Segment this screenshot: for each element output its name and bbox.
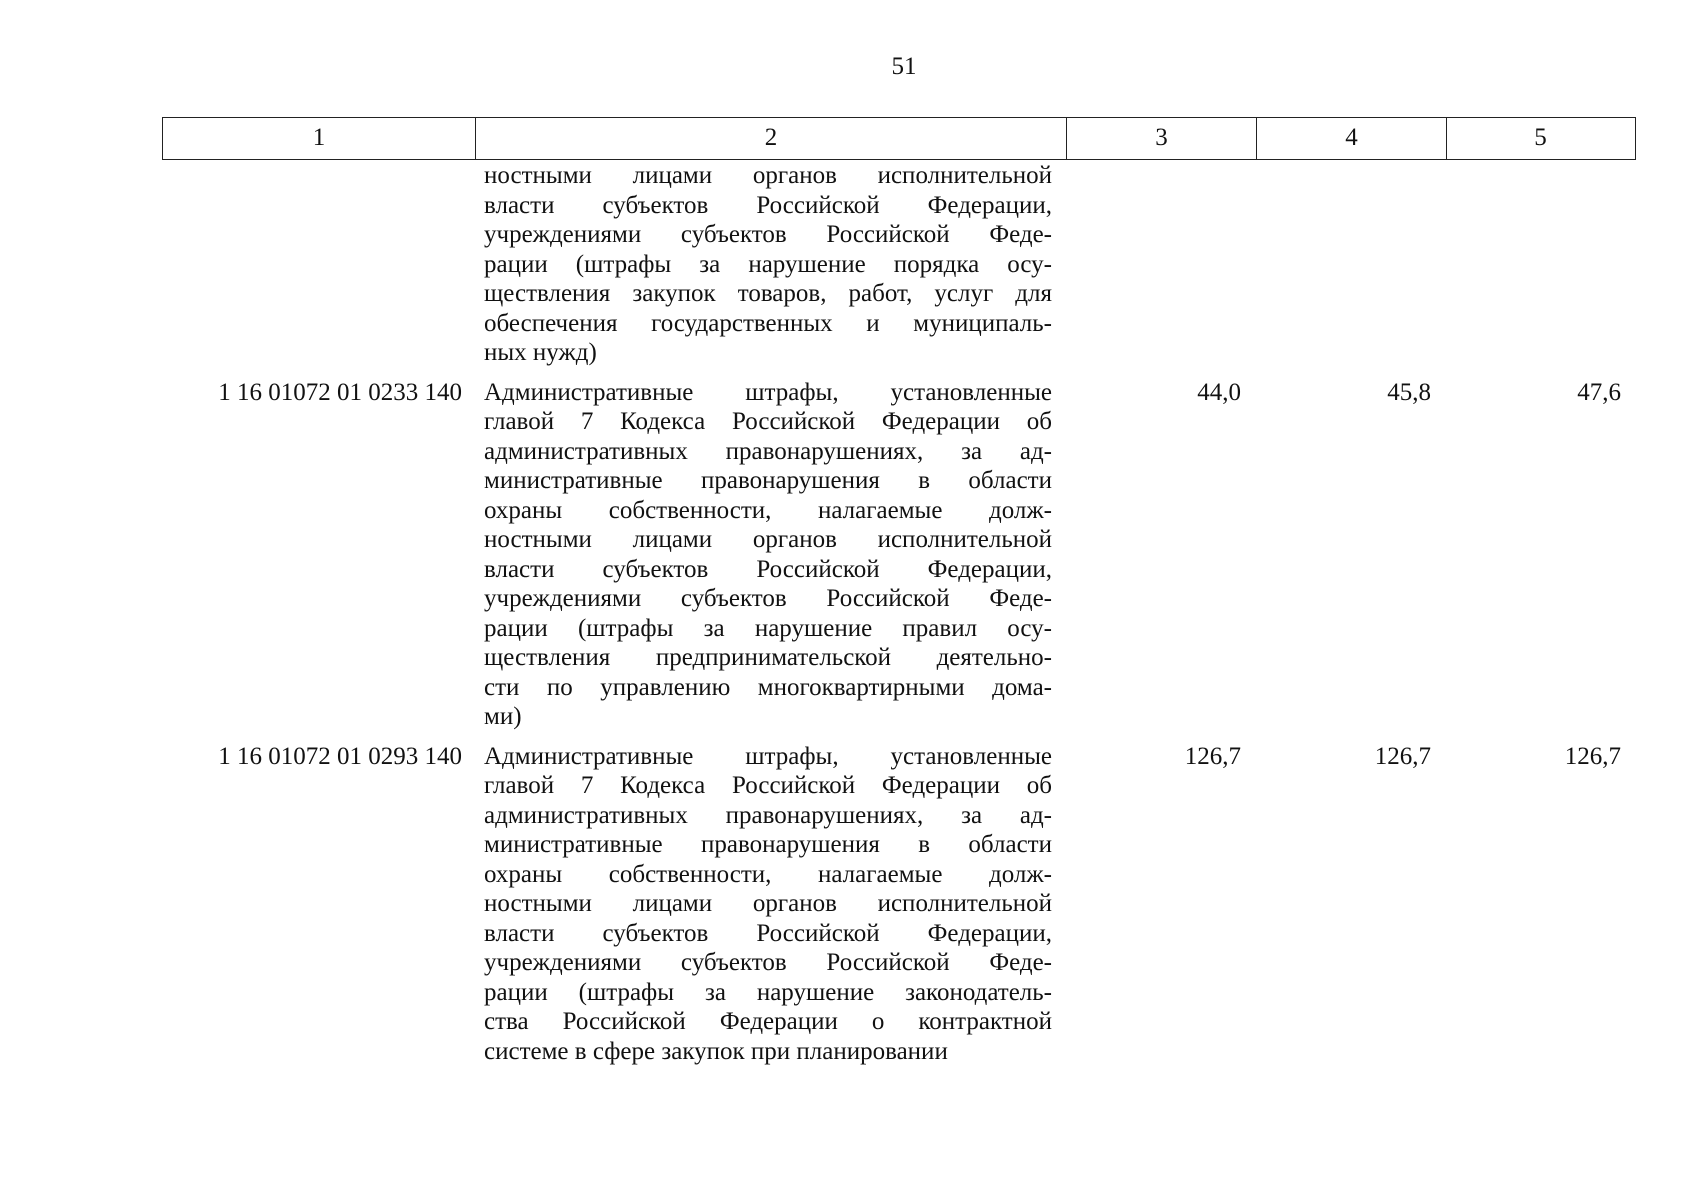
budget-code-cell: 1 16 01072 01 0233 140 <box>218 378 462 406</box>
column-header-2: 2 <box>476 118 1067 159</box>
description-line: главой 7 Кодекса Российской Федерации об <box>484 772 1052 799</box>
description-cell <box>484 378 1052 732</box>
description-line: учреждениями субъектов Российской Феде- <box>484 585 1052 612</box>
description-line: главой 7 Кодекса Российской Федерации об <box>484 408 1052 435</box>
description-line: ми) <box>484 703 522 730</box>
value-cell-col5: 47,6 <box>1577 378 1621 406</box>
value-cell-col4: 126,7 <box>1374 742 1431 770</box>
description-line: обеспечения государственных и муниципаль- <box>484 309 1052 337</box>
description-line: ностными лицами органов исполнительной <box>484 162 1052 189</box>
description-line: ществления закупок товаров, работ, услуг для <box>484 280 1052 307</box>
description-line: власти субъектов Российской Федерации, <box>484 555 1052 583</box>
description-cell <box>484 161 1052 368</box>
description-line: сти по управлению многоквартирными дома- <box>484 673 1052 701</box>
column-header-4: 4 <box>1257 118 1447 159</box>
column-header-3: 3 <box>1067 118 1257 159</box>
description-line: министративные правонарушения в области <box>484 467 1052 494</box>
value-cell-col5: 126,7 <box>1564 742 1621 770</box>
table-row <box>162 161 1636 368</box>
description-line: рации (штрафы за нарушение законодатель- <box>484 978 1052 1006</box>
value-cell-col3: 126,7 <box>1184 742 1241 770</box>
description-line: системе в сфере закупок при планировании <box>484 1037 948 1065</box>
description-line: охраны собственности, налагаемые долж- <box>484 496 1052 524</box>
value-cell-col4: 45,8 <box>1387 378 1431 406</box>
description-cell <box>484 742 1052 1067</box>
description-line: административных правонарушениях, за ад- <box>484 437 1052 465</box>
description-line: ных нужд) <box>484 339 597 366</box>
column-header-5: 5 <box>1534 124 1547 151</box>
description-line: ностными лицами органов исполнительной <box>484 526 1052 553</box>
table-header-row <box>162 117 1636 160</box>
column-header-1: 1 <box>163 118 476 159</box>
description-line: министративные правонарушения в области <box>484 831 1052 858</box>
description-line: Административные штрафы, установленные <box>484 742 1052 770</box>
description-line: охраны собственности, налагаемые долж- <box>484 860 1052 888</box>
page-number: 51 <box>891 53 917 80</box>
description-line: рации (штрафы за нарушение правил осу- <box>484 614 1052 642</box>
budget-code-cell: 1 16 01072 01 0293 140 <box>218 742 462 770</box>
description-line: Административные штрафы, установленные <box>484 378 1052 406</box>
description-line: власти субъектов Российской Федерации, <box>484 191 1052 219</box>
description-line: административных правонарушениях, за ад- <box>484 801 1052 829</box>
description-line: учреждениями субъектов Российской Феде- <box>484 949 1052 976</box>
table-row <box>162 742 1636 1067</box>
description-line: власти субъектов Российской Федерации, <box>484 919 1052 947</box>
table-row <box>162 378 1636 732</box>
description-line: рации (штрафы за нарушение порядка осу- <box>484 250 1052 278</box>
description-line: учреждениями субъектов Российской Феде- <box>484 221 1052 248</box>
description-line: ства Российской Федерации о контрактной <box>484 1008 1052 1035</box>
value-cell-col3: 44,0 <box>1197 378 1241 406</box>
table-body <box>162 161 1636 1066</box>
description-line: ществления предпринимательской деятельно- <box>484 644 1052 671</box>
description-line: ностными лицами органов исполнительной <box>484 890 1052 917</box>
